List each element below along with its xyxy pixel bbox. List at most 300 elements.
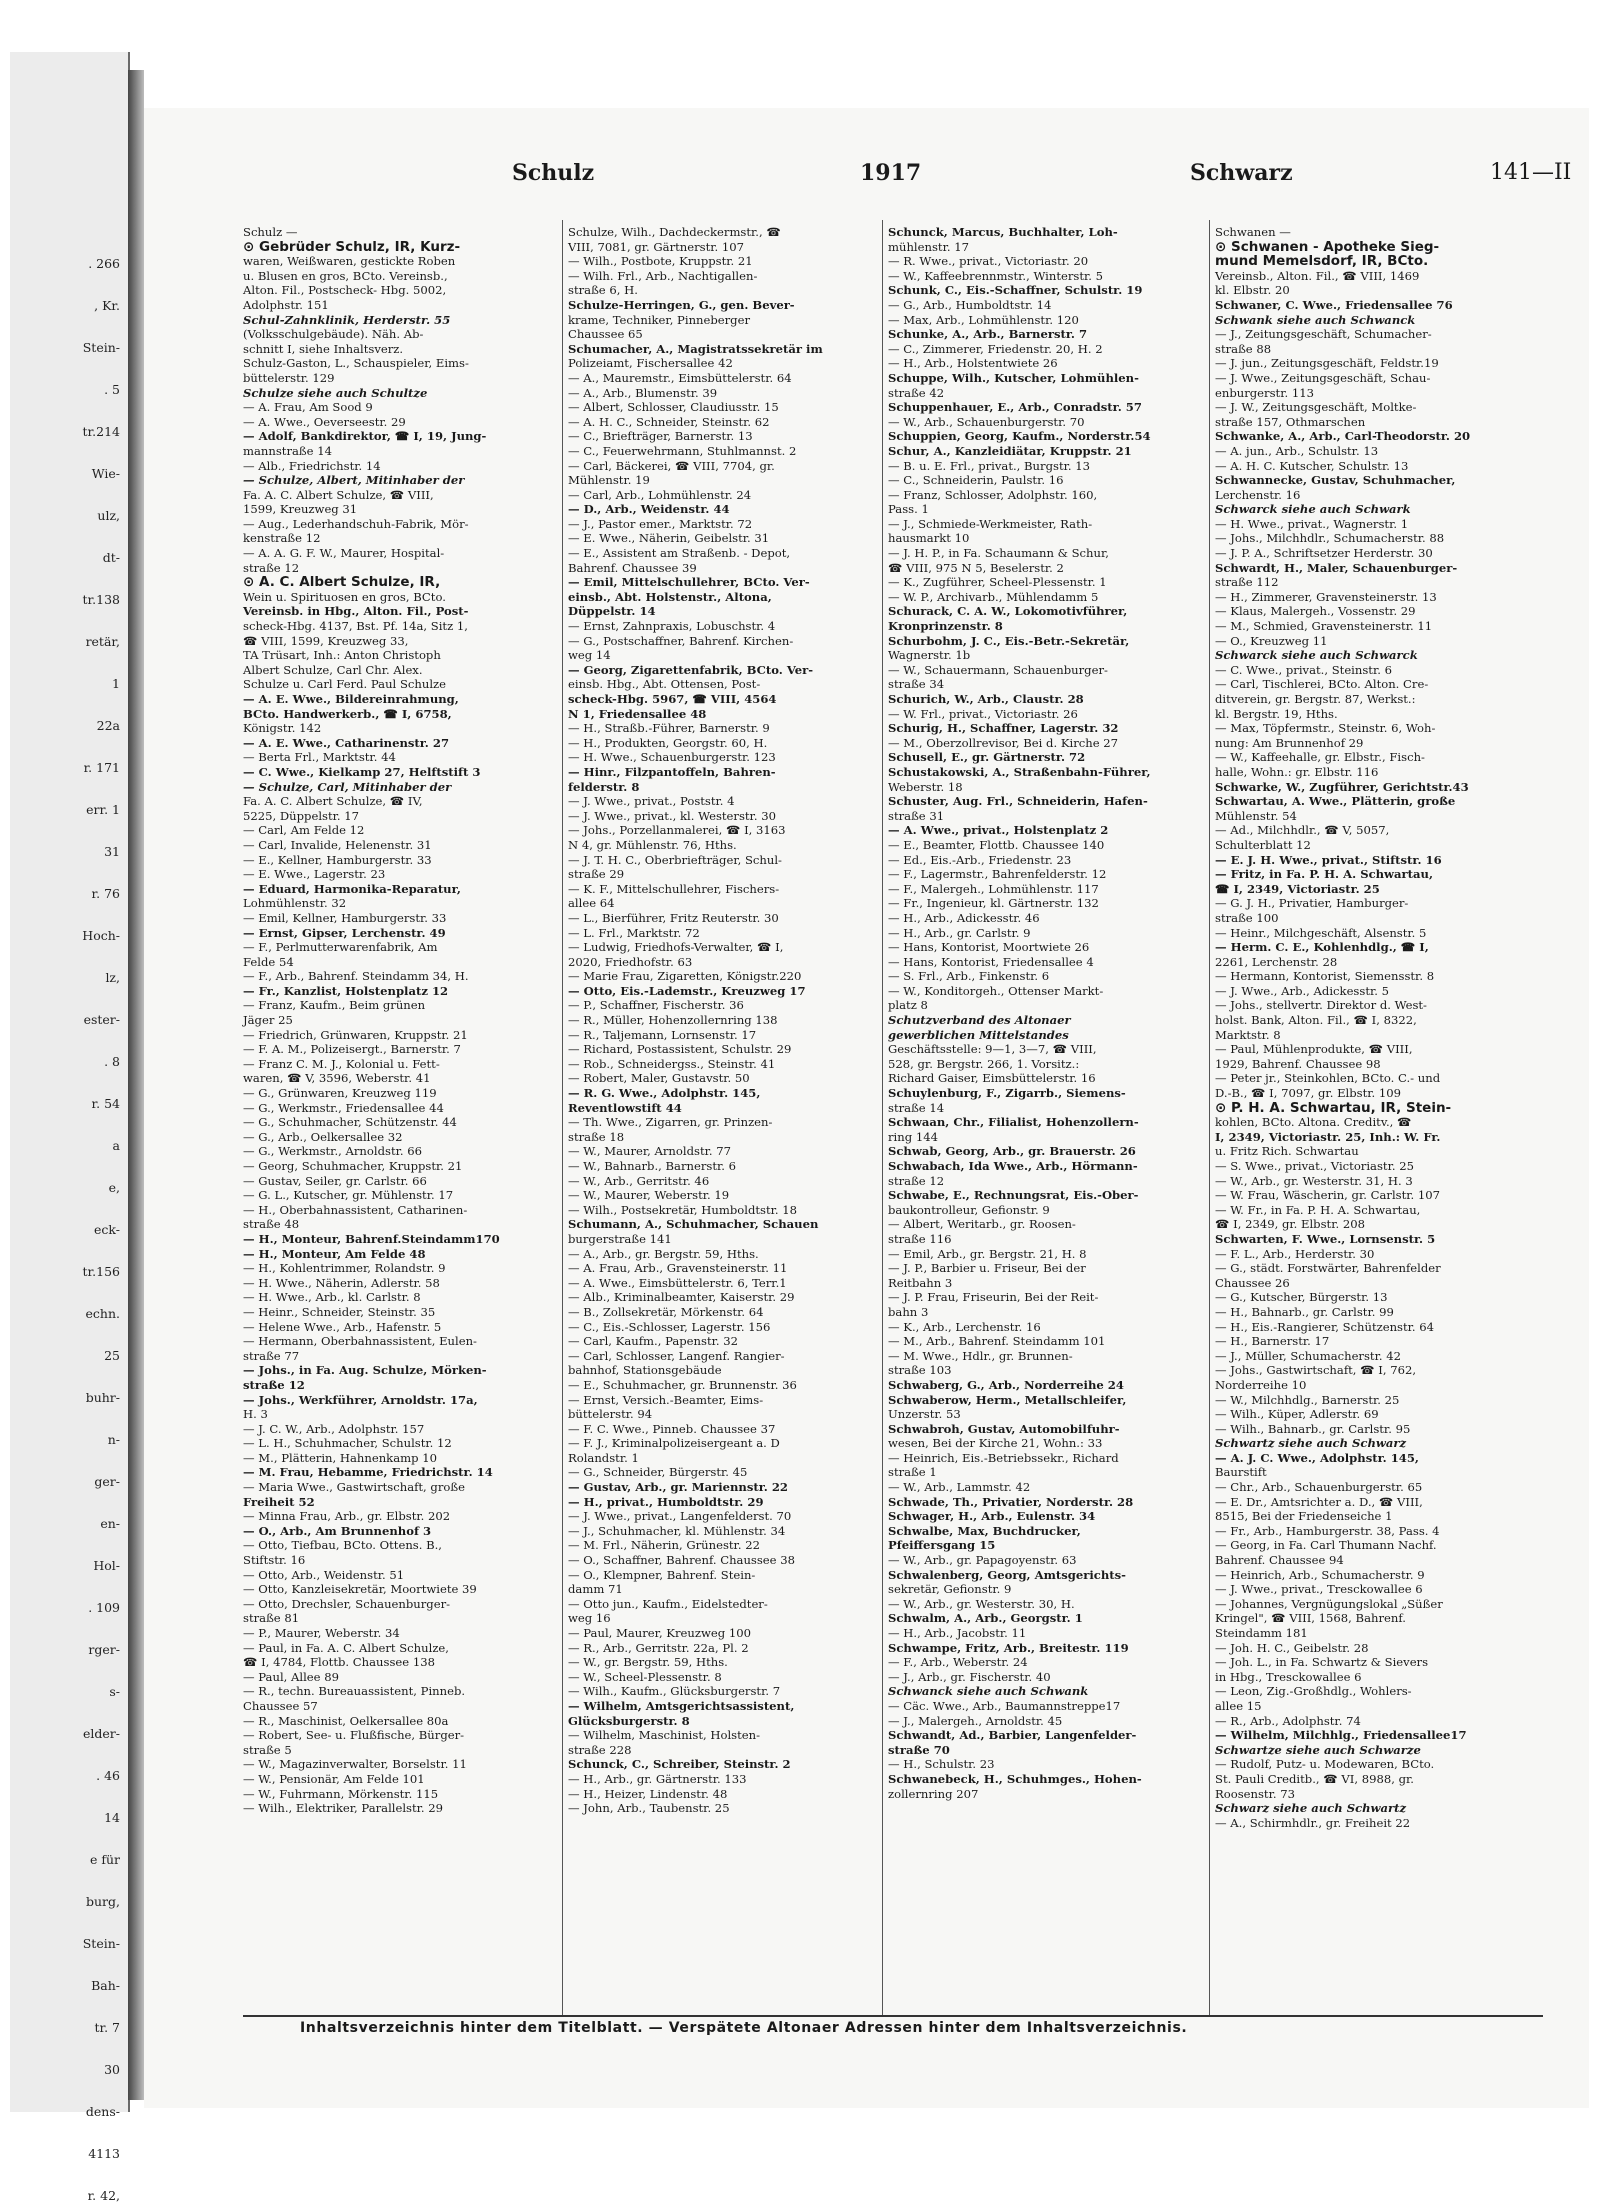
directory-line: Schwalenberg, Georg, Amtsgerichts- — [888, 1567, 1126, 1582]
previous-page-fragment: 14 — [104, 1810, 120, 1825]
directory-line: Düppelstr. 14 — [568, 604, 656, 619]
directory-line: — W., Pensionär, Am Felde 101 — [243, 1771, 425, 1786]
directory-line: — M., Arb., Bahrenf. Steindamm 101 — [888, 1334, 1106, 1349]
directory-line: — S. Wwe., privat., Victoriastr. 25 — [1215, 1159, 1414, 1173]
previous-page-fragment: lz, — [105, 970, 120, 985]
directory-line: Chaussee 26 — [1215, 1275, 1290, 1290]
directory-line: — H. Wwe., privat., Wagnerstr. 1 — [1215, 516, 1409, 531]
directory-line: — G., Werkmstr., Friedensallee 44 — [243, 1100, 444, 1115]
directory-line: — F. L., Arb., Herderstr. 30 — [1215, 1246, 1375, 1261]
directory-line: straße 103 — [888, 1363, 952, 1378]
previous-page-fragment: burg, — [85, 1894, 120, 1909]
directory-line: straße 42 — [888, 385, 945, 400]
previous-page-fragment: 4113 — [88, 2146, 120, 2161]
directory-line: — F., Lagermstr., Bahrenfelderstr. 12 — [888, 867, 1107, 882]
previous-page-fragment: . 46 — [96, 1768, 120, 1783]
directory-line: Fa. A. C. Albert Schulze, ☎ IV, — [243, 794, 423, 809]
directory-line: — J. Wwe., privat., Poststr. 4 — [568, 794, 735, 809]
directory-line: — Hermann, Kontorist, Siemensstr. 8 — [1215, 969, 1435, 984]
directory-line: — Friedrich, Grünwaren, Kruppstr. 21 — [243, 1027, 468, 1042]
directory-line: büttelerstr. 94 — [568, 1407, 653, 1422]
directory-line: Chaussee 65 — [568, 327, 643, 342]
previous-page-fragment: ester- — [83, 1012, 120, 1027]
directory-line: waren, ☎ V, 3596, Weberstr. 41 — [243, 1071, 431, 1086]
directory-line: — W. Frl., privat., Victoriastr. 26 — [888, 706, 1078, 721]
directory-line: — C., Zimmerer, Friedenstr. 20, H. 2 — [888, 341, 1103, 356]
directory-line: — H. Wwe., Näherin, Adlerstr. 58 — [243, 1275, 440, 1290]
directory-line: straße 112 — [1215, 575, 1279, 590]
directory-line: kenstraße 12 — [243, 531, 321, 546]
directory-line: — Fr., Kanzlist, Holstenplatz 12 — [243, 983, 449, 998]
directory-line: ⊙ A. C. Albert Schulze, IR, — [243, 574, 441, 591]
book-gutter — [128, 70, 144, 2100]
directory-line: Roosenstr. 73 — [1215, 1786, 1295, 1801]
directory-line: Fa. A. C. Albert Schulze, ☎ VIII, — [243, 487, 434, 502]
directory-line: — John, Arb., Taubenstr. 25 — [568, 1801, 730, 1816]
directory-line: mühlenstr. 17 — [888, 239, 969, 254]
directory-line: Schurbohm, J. C., Eis.-Betr.-Sekretär, — [888, 633, 1130, 648]
column-divider — [882, 220, 883, 2015]
directory-line: — Ernst, Versich.-Beamter, Eims- — [568, 1392, 764, 1407]
directory-line: — R. Wwe., privat., Victoriastr. 20 — [888, 254, 1089, 269]
directory-line: Schwab, Georg, Arb., gr. Brauerstr. 26 — [888, 1144, 1136, 1159]
previous-page-fragment: 1 — [112, 676, 120, 691]
directory-line: — Carl, Arb., Lohmühlenstr. 24 — [568, 487, 752, 502]
directory-line: Bahrenf. Chaussee 94 — [1215, 1553, 1344, 1568]
directory-line: — J. W., Zeitungsgeschäft, Moltke- — [1215, 400, 1417, 415]
directory-line: Chaussee 57 — [243, 1698, 318, 1713]
directory-line: kl. Bergstr. 19, Hths. — [1215, 706, 1338, 721]
directory-line: — Carl, Kaufm., Papenstr. 32 — [568, 1334, 739, 1349]
directory-line: — W., Arb., Gerritstr. 46 — [568, 1173, 710, 1188]
directory-line: scheck-Hbg. 4137, Bst. Pf. 14a, Sitz 1, — [243, 619, 468, 634]
directory-line: — Carl, Tischlerei, BCto. Alton. Cre- — [1215, 677, 1429, 692]
directory-line: — H., Bahnarb., gr. Carlstr. 99 — [1215, 1304, 1394, 1319]
directory-line: — R., techn. Bureauassistent, Pinneb. — [243, 1684, 466, 1699]
directory-line: VIII, 7081, gr. Gärtnerstr. 107 — [568, 239, 745, 254]
directory-line: Wein u. Spirituosen en gros, BCto. — [243, 589, 446, 604]
previous-page-fragment: . 266 — [88, 256, 120, 271]
previous-page-fragment: Wie- — [91, 466, 120, 481]
directory-line: — Wilhelm, Amtsgerichtsassistent, — [568, 1698, 795, 1713]
directory-line: holst. Bank, Alton. Fil., ☎ I, 8322, — [1215, 1013, 1417, 1028]
directory-line: ☎ VIII, 1599, Kreuzweg 33, — [243, 633, 409, 648]
directory-line: allee 15 — [1215, 1698, 1262, 1713]
directory-line: — W., Schauermann, Schauenburger- — [888, 662, 1108, 677]
previous-page-fragment: s- — [109, 1684, 120, 1699]
directory-line: kl. Elbstr. 20 — [1215, 283, 1290, 298]
previous-page-fragment: buhr- — [85, 1390, 120, 1405]
directory-line: u. Blusen en gros, BCto. Vereinsb., — [243, 268, 448, 283]
directory-line: — Paul, Maurer, Kreuzweg 100 — [568, 1626, 751, 1640]
directory-line: — F., Perlmutterwarenfabrik, Am — [243, 940, 438, 955]
directory-line: — C., Briefträger, Barnerstr. 13 — [568, 429, 753, 444]
directory-line: — Johs., Werkführer, Arnoldstr. 17a, — [243, 1392, 478, 1407]
directory-line: — Ernst, Gipser, Lerchenstr. 49 — [243, 925, 446, 940]
directory-line: Schuylenburg, F., Zigarrb., Siemens- — [888, 1086, 1126, 1101]
directory-line: Schwaan, Chr., Filialist, Hohenzollern- — [888, 1115, 1139, 1130]
directory-line: — Hermann, Oberbahnassistent, Eulen- — [243, 1334, 477, 1349]
directory-line: — L. H., Schuhmacher, Schulstr. 12 — [243, 1436, 452, 1451]
directory-line: — Schulze, Carl, Mitinhaber der — [243, 779, 452, 794]
directory-line: — W., Arb., gr. Westerstr. 31, H. 3 — [1215, 1173, 1413, 1188]
previous-page-fragment: dt- — [102, 550, 120, 565]
directory-line: — G., Kutscher, Bürgerstr. 13 — [1215, 1290, 1388, 1305]
directory-line: — Aug., Lederhandschuh-Fabrik, Mör- — [243, 516, 469, 531]
directory-line: — W., Milchhdlg., Barnerstr. 25 — [1215, 1392, 1400, 1407]
directory-line: — Cäc. Wwe., Arb., Baumannstreppe17 — [888, 1698, 1121, 1713]
directory-line: — Carl, Invalide, Helenenstr. 31 — [243, 837, 432, 852]
previous-page-fragment: tr.156 — [82, 1264, 120, 1279]
directory-line: straße 116 — [888, 1231, 952, 1246]
directory-line: Vereinsb., Alton. Fil., ☎ VIII, 1469 — [1215, 268, 1420, 283]
directory-line: — H., Straßb.-Führer, Barnerstr. 9 — [568, 721, 770, 736]
directory-line: — Paul, in Fa. A. C. Albert Schulze, — [243, 1640, 449, 1655]
header-last-entry: Schwarz — [1190, 160, 1293, 186]
directory-line: straße 31 — [888, 808, 945, 823]
directory-line: — Paul, Mühlenprodukte, ☎ VIII, — [1215, 1042, 1413, 1057]
directory-line: Schur, A., Kanzleidiätar, Kruppstr. 21 — [888, 443, 1132, 458]
directory-line: — E., Beamter, Flottb. Chaussee 140 — [888, 837, 1105, 852]
directory-line: — G. J. H., Privatier, Hamburger- — [1215, 896, 1409, 911]
previous-page-fragment: . 109 — [88, 1600, 120, 1615]
directory-line: — Hans, Kontorist, Moortwiete 26 — [888, 940, 1090, 955]
directory-line: — G., Postschaffner, Bahrenf. Kirchen- — [568, 633, 794, 648]
directory-line: 5225, Düppelstr. 17 — [243, 808, 360, 823]
directory-line: Polizeiamt, Fischersallee 42 — [568, 356, 733, 371]
directory-line: — Rob., Schneidergss., Steinstr. 41 — [568, 1056, 776, 1071]
header-first-entry: Schulz — [512, 160, 595, 186]
previous-page-fragment: . 5 — [104, 382, 120, 397]
previous-page-fragment: Bah- — [91, 1978, 120, 1993]
directory-line: — J. C. W., Arb., Adolphstr. 157 — [243, 1421, 425, 1436]
directory-line: — H., Monteur, Am Felde 48 — [243, 1246, 426, 1261]
directory-line: — J. P. Frau, Friseurin, Bei der Reit- — [888, 1290, 1099, 1305]
directory-line: sekretär, Gefionstr. 9 — [888, 1582, 1012, 1597]
directory-line: — Helene Wwe., Arb., Hafenstr. 5 — [243, 1319, 442, 1334]
directory-line: Steindamm 181 — [1215, 1626, 1308, 1640]
directory-line: zollernring 207 — [888, 1786, 979, 1801]
directory-line: 1929, Bahrenf. Chaussee 98 — [1215, 1056, 1381, 1071]
directory-line: — Leon, Zig.-Großhdlg., Wohlers- — [1215, 1684, 1412, 1699]
directory-line: Freiheit 52 — [243, 1494, 315, 1509]
directory-line: Schwabroh, Gustav, Automobilfuhr- — [888, 1421, 1120, 1436]
directory-line: waren, Weißwaren, gestickte Roben — [243, 254, 456, 269]
directory-line: Alton. Fil., Postscheck- Hbg. 5002, — [243, 283, 447, 298]
directory-line: — K., Zugführer, Scheel-Plessenstr. 1 — [888, 575, 1107, 590]
directory-line: Schuppe, Wilh., Kutscher, Lohmühlen- — [888, 370, 1139, 385]
directory-line: Rolandstr. 1 — [568, 1450, 639, 1465]
directory-line: kohlen, BCto. Altona. Creditv., ☎ — [1215, 1115, 1412, 1130]
directory-line: Schwartze siehe auch Schwarze — [1215, 1742, 1421, 1757]
directory-line: Schuppien, Georg, Kaufm., Norderstr.54 — [888, 429, 1151, 444]
column-divider — [562, 220, 563, 2015]
directory-line: — Eduard, Harmonika-Reparatur, — [243, 881, 461, 896]
directory-line: — A. Wwe., Oeverseestr. 29 — [243, 414, 406, 429]
directory-line: — Wilh., Postsekretär, Humboldtstr. 18 — [568, 1202, 798, 1217]
directory-line: Schwaberg, G., Arb., Norderreihe 24 — [888, 1377, 1124, 1392]
directory-line: felderstr. 8 — [568, 779, 640, 794]
previous-page-fragment: a — [112, 1138, 120, 1153]
previous-page-fragment: echn. — [85, 1306, 120, 1321]
directory-line: — H., Arb., gr. Gärtnerstr. 133 — [568, 1771, 747, 1786]
directory-line: — Franz, Kaufm., Beim grünen — [243, 998, 426, 1013]
directory-line: — H., Oberbahnassistent, Catharinen- — [243, 1202, 468, 1217]
directory-line: — R., Taljemann, Lornsenstr. 17 — [568, 1027, 757, 1042]
directory-line: Reventlowstift 44 — [568, 1100, 682, 1115]
directory-line: — W., Maurer, Arnoldstr. 77 — [568, 1144, 732, 1159]
header-year: 1917 — [860, 160, 922, 186]
directory-line: — Franz C. M. J., Kolonial u. Fett- — [243, 1056, 440, 1071]
directory-line: — Franz, Schlosser, Adolphstr. 160, — [888, 487, 1098, 502]
directory-line: — E. Wwe., Näherin, Geibelstr. 31 — [568, 531, 770, 546]
directory-line: BCto. Handwerkerb., ☎ I, 6758, — [243, 706, 452, 721]
directory-line: — L., Bierführer, Fritz Reuterstr. 30 — [568, 910, 779, 925]
directory-line: Schwarten, F. Wwe., Lornsenstr. 5 — [1215, 1231, 1436, 1246]
directory-line: straße 88 — [1215, 341, 1272, 356]
directory-line: 2261, Lerchenstr. 28 — [1215, 954, 1338, 969]
directory-line: straße 70 — [888, 1742, 950, 1757]
directory-line: straße 81 — [243, 1611, 300, 1626]
directory-line: Schwanck siehe auch Schwank — [888, 1684, 1089, 1699]
directory-line: — A. H. C. Kutscher, Schulstr. 13 — [1215, 458, 1409, 473]
directory-line: — Johs., in Fa. Aug. Schulze, Mörken- — [243, 1363, 487, 1378]
directory-line: — Heinrich, Eis.-Betriebssekr., Richard — [888, 1450, 1119, 1465]
directory-line: Schwannecke, Gustav, Schuhmacher, — [1215, 473, 1456, 488]
directory-line: — G., städt. Forstwärter, Bahrenfelder — [1215, 1261, 1441, 1276]
directory-line: — M., Oberzollrevisor, Bei d. Kirche 27 — [888, 735, 1119, 750]
directory-line: — Joh. L., in Fa. Schwartz & Sievers — [1215, 1655, 1429, 1670]
directory-line: straße 77 — [243, 1348, 300, 1363]
directory-line: straße 100 — [1215, 910, 1279, 925]
directory-line: — J. P. A., Schriftsetzer Herderstr. 30 — [1215, 546, 1433, 561]
directory-line: — E., Assistent am Straßenb. - Depot, — [568, 546, 791, 561]
directory-line: enburgerstr. 113 — [1215, 385, 1314, 400]
directory-line: — Fr., Ingenieur, kl. Gärtnerstr. 132 — [888, 896, 1099, 911]
directory-line: — Adolf, Bankdirektor, ☎ I, 19, Jung- — [243, 429, 487, 444]
directory-line: — J., Schuhmacher, kl. Mühlenstr. 34 — [568, 1523, 786, 1538]
directory-line: — Rudolf, Putz- u. Modewaren, BCto. — [1215, 1757, 1435, 1772]
directory-line: — Fr., Arb., Hamburgerstr. 38, Pass. 4 — [1215, 1523, 1440, 1538]
directory-line: Albert Schulze, Carl Chr. Alex. — [243, 662, 423, 677]
directory-line: einsb., Abt. Holstenstr., Altona, — [568, 589, 772, 604]
directory-line: — Otto, Eis.-Lademstr., Kreuzweg 17 — [568, 983, 806, 998]
directory-line: — R. G. Wwe., Adolphstr. 145, — [568, 1086, 761, 1101]
directory-line: — Wilh., Kaufm., Glücksburgerstr. 7 — [568, 1684, 781, 1699]
directory-line: — E. Dr., Amtsrichter a. D., ☎ VIII, — [1215, 1494, 1423, 1509]
directory-line: — Ernst, Zahnpraxis, Lobuschstr. 4 — [568, 619, 776, 634]
directory-line: Schunk, C., Eis.-Schaffner, Schulstr. 19 — [888, 283, 1143, 298]
directory-line: — Wilh., Postbote, Kruppstr. 21 — [568, 254, 753, 269]
directory-line: — Alb., Kriminalbeamter, Kaiserstr. 29 — [568, 1290, 795, 1305]
directory-line: — A., Schirmhdlr., gr. Freiheit 22 — [1215, 1815, 1411, 1830]
directory-line: — J. P., Barbier u. Friseur, Bei der — [888, 1261, 1086, 1276]
directory-line: — M., Schmied, Gravensteinerstr. 11 — [1215, 619, 1433, 634]
directory-line: u. Fritz Rich. Schwartau — [1215, 1144, 1359, 1159]
directory-line: Lerchenstr. 16 — [1215, 487, 1301, 502]
directory-line: — Georg, Schuhmacher, Kruppstr. 21 — [243, 1159, 463, 1173]
directory-line: Schwager, H., Arb., Eulenstr. 34 — [888, 1509, 1096, 1524]
directory-line: straße 14 — [888, 1100, 945, 1115]
previous-page-fragment: en- — [100, 1516, 120, 1531]
directory-line: Schunck, Marcus, Buchhalter, Loh- — [888, 225, 1118, 239]
directory-line: — J. jun., Zeitungsgeschäft, Feldstr.19 — [1215, 356, 1439, 371]
directory-line: — J., Zeitungsgeschäft, Schumacher- — [1215, 327, 1432, 342]
directory-line: Bahrenf. Chaussee 39 — [568, 560, 697, 575]
directory-line: — J. Wwe., Zeitungsgeschäft, Schau- — [1215, 370, 1431, 385]
directory-line: Schunke, A., Arb., Barnerstr. 7 — [888, 327, 1088, 342]
directory-line: Geschäftsstelle: 9—1, 3—7, ☎ VIII, — [888, 1042, 1097, 1057]
directory-line: 8515, Bei der Friedenseiche 1 — [1215, 1509, 1393, 1524]
directory-line: — G., Schuhmacher, Schützenstr. 44 — [243, 1115, 457, 1130]
directory-line: — A. Wwe., Eimsbüttelerstr. 6, Terr.1 — [568, 1275, 787, 1290]
directory-line: Schustakowski, A., Straßenbahn-Führer, — [888, 764, 1151, 779]
directory-line: Schuppenhauer, E., Arb., Conradstr. 57 — [888, 400, 1142, 415]
directory-line: — Chr., Arb., Schauenburgerstr. 65 — [1215, 1480, 1423, 1495]
directory-line: — J. T. H. C., Oberbriefträger, Schul- — [568, 852, 782, 867]
directory-line: Felde 54 — [243, 954, 294, 969]
directory-line: — H., Arb., Adickesstr. 46 — [888, 910, 1040, 925]
directory-line: — F. A. M., Polizeisergt., Barnerstr. 7 — [243, 1042, 461, 1057]
directory-line: straße 1 — [888, 1465, 937, 1480]
directory-line: — M. Frau, Hebamme, Friedrichstr. 14 — [243, 1465, 493, 1480]
directory-line: — E., Kellner, Hamburgerstr. 33 — [243, 852, 432, 867]
directory-line: — Heinrich, Arb., Schumacherstr. 9 — [1215, 1567, 1425, 1582]
directory-line: Schurig, H., Schaffner, Lagerstr. 32 — [888, 721, 1119, 736]
directory-line: — H., Barnerstr. 17 — [1215, 1334, 1330, 1349]
directory-line: — J. Wwe., privat., Tresckowallee 6 — [1215, 1582, 1423, 1597]
directory-line: — H., Arb., Jacobstr. 11 — [888, 1626, 1027, 1640]
directory-line: — Johs., Gastwirtschaft, ☎ I, 762, — [1215, 1363, 1417, 1378]
directory-line: — B., Zollsekretär, Mörkenstr. 64 — [568, 1304, 764, 1319]
directory-line: — Heinr., Milchgeschäft, Alsenstr. 5 — [1215, 925, 1427, 940]
previous-page-fragment: dens- — [85, 2104, 120, 2119]
directory-column-1 — [243, 225, 561, 2175]
directory-line: — Georg, Zigarettenfabrik, BCto. Ver- — [568, 662, 814, 677]
directory-line: Schwampe, Fritz, Arb., Breitestr. 119 — [888, 1640, 1129, 1655]
directory-line: — H., Eis.-Rangierer, Schützenstr. 64 — [1215, 1319, 1435, 1334]
previous-page-fragment: r. 76 — [91, 886, 120, 901]
directory-line: weg 14 — [568, 648, 611, 663]
directory-line: bahnhof, Stationsgebäude — [568, 1363, 722, 1378]
previous-page-fragment: err. 1 — [86, 802, 120, 817]
directory-line: — Maria Wwe., Gastwirtschaft, große — [243, 1480, 465, 1495]
directory-line: — H., Schulstr. 23 — [888, 1757, 995, 1772]
directory-line: Schulze u. Carl Ferd. Paul Schulze — [243, 677, 446, 692]
directory-line: — K., Arb., Lerchenstr. 16 — [888, 1319, 1041, 1334]
directory-line: straße 5 — [243, 1742, 292, 1757]
directory-line: — W. Frau, Wäscherin, gr. Carlstr. 107 — [1215, 1188, 1441, 1203]
directory-line: — C., Eis.-Schlosser, Lagerstr. 156 — [568, 1319, 771, 1334]
directory-line: Kronprinzenstr. 8 — [888, 619, 1003, 634]
directory-line: Schwade, Th., Privatier, Norderstr. 28 — [888, 1494, 1134, 1509]
directory-line: — S. Frl., Arb., Finkenstr. 6 — [888, 969, 1050, 984]
directory-line: ☎ I, 2349, gr. Elbstr. 208 — [1215, 1217, 1365, 1232]
directory-line: — G. L., Kutscher, gr. Mühlenstr. 17 — [243, 1188, 454, 1203]
footer-note: Inhaltsverzeichnis hinter dem Titelblatt. — Verspätete Altonaer Adressen hinter dem Inhaltsverzeichnis. — [300, 2020, 1188, 2036]
directory-line: — A. J. C. Wwe., Adolphstr. 145, — [1215, 1450, 1419, 1465]
directory-line: Schwartau, A. Wwe., Plätterin, große — [1215, 794, 1456, 809]
directory-line: — A. E. Wwe., Catharinenstr. 27 — [243, 735, 450, 750]
directory-line: — W., Bahnarb., Barnerstr. 6 — [568, 1159, 736, 1173]
directory-line: hausmarkt 10 — [888, 531, 970, 546]
directory-line: — Johs., Milchhdlr., Schumacherstr. 88 — [1215, 531, 1445, 546]
directory-line: — O., Kreuzweg 11 — [1215, 633, 1328, 648]
directory-line: 528, gr. Bergstr. 266, 1. Vorsitz.: — [888, 1056, 1080, 1071]
directory-line: Baurstift — [1215, 1465, 1267, 1480]
directory-line: — Johs., stellvertr. Direktor d. West- — [1215, 998, 1427, 1013]
previous-page-fragment: 22a — [96, 718, 120, 733]
directory-line: — Berta Frl., Marktstr. 44 — [243, 750, 396, 765]
directory-line: — Max, Arb., Lohmühlenstr. 120 — [888, 312, 1079, 327]
directory-line: Schumann, A., Schuhmacher, Schauen — [568, 1217, 819, 1232]
directory-line: — Wilh., Elektriker, Parallelstr. 29 — [243, 1801, 444, 1816]
directory-line: Stiftstr. 16 — [243, 1553, 306, 1568]
directory-line: ⊙ P. H. A. Schwartau, IR, Stein- — [1215, 1099, 1452, 1116]
directory-line: Weberstr. 18 — [888, 779, 963, 794]
directory-line: — Herm. C. E., Kohlenhdlg., ☎ I, — [1215, 940, 1429, 955]
directory-line: — Albert, Schlosser, Claudiusstr. 15 — [568, 400, 779, 415]
directory-line: N 1, Friedensallee 48 — [568, 706, 707, 721]
directory-line: in Hbg., Tresckowallee 6 — [1215, 1669, 1362, 1684]
directory-line: straße 228 — [568, 1742, 632, 1757]
directory-line: Vereinsb. in Hbg., Alton. Fil., Post- — [243, 604, 469, 619]
directory-line: straße 48 — [243, 1217, 300, 1232]
directory-line: ☎ VIII, 975 N 5, Beselerstr. 2 — [888, 560, 1064, 575]
directory-line: — W., Arb., Schauenburgerstr. 70 — [888, 414, 1085, 429]
directory-line: — W., gr. Bergstr. 59, Hths. — [568, 1655, 728, 1670]
directory-line: Mühlenstr. 19 — [568, 473, 650, 488]
directory-line: 2020, Friedhofstr. 63 — [568, 954, 693, 969]
directory-line: — K. F., Mittelschullehrer, Fischers- — [568, 881, 780, 896]
directory-line: — H., Zimmerer, Gravensteinerstr. 13 — [1215, 589, 1437, 604]
directory-line: halle, Wohn.: gr. Elbstr. 116 — [1215, 764, 1379, 779]
directory-line: Schwarke, W., Zugführer, Gerichtstr.43 — [1215, 779, 1469, 794]
directory-line: — D., Arb., Weidenstr. 44 — [568, 502, 730, 517]
directory-line: — Gustav, Seiler, gr. Carlstr. 66 — [243, 1173, 427, 1188]
previous-page-fragment: rger- — [88, 1642, 120, 1657]
directory-line: ⊙ Gebrüder Schulz, IR, Kurz- — [243, 238, 461, 255]
directory-line: allee 64 — [568, 896, 615, 911]
directory-line: — A., Mauremstr., Eimsbüttelerstr. 64 — [568, 370, 792, 385]
directory-line: — H., Arb., Holstentwiete 26 — [888, 356, 1058, 371]
directory-line: damm 71 — [568, 1582, 623, 1597]
directory-line: — Schulze, Albert, Mitinhaber der — [243, 473, 465, 488]
directory-line: — Robert, See- u. Flußfische, Bürger- — [243, 1728, 465, 1743]
directory-line: wesen, Bei der Kirche 21, Wohn.: 33 — [888, 1436, 1103, 1451]
directory-line: — Wilh. Frl., Arb., Nachtigallen- — [568, 268, 758, 283]
directory-line: — Johs., Porzellanmalerei, ☎ I, 3163 — [568, 823, 786, 838]
directory-line: Schulze-Herringen, G., gen. Bever- — [568, 297, 795, 312]
directory-line: straße 34 — [888, 677, 945, 692]
previous-page-edge — [10, 52, 130, 2203]
directory-line: — R., Maschinist, Oelkersallee 80a — [243, 1713, 449, 1728]
directory-line: gewerblichen Mittelstandes — [888, 1027, 1069, 1042]
directory-line: Jäger 25 — [243, 1013, 293, 1028]
directory-line: mund Memelsdorf, IR, BCto. — [1215, 253, 1429, 270]
footer-rule — [243, 2015, 1543, 2017]
directory-line: Schulz — — [243, 225, 298, 239]
previous-page-fragment: r. 54 — [91, 1096, 120, 1111]
previous-page-fragment: ulz, — [97, 508, 120, 523]
previous-page-fragment: r. 171 — [83, 760, 120, 775]
directory-line: — M. Frl., Näherin, Grünestr. 22 — [568, 1538, 760, 1553]
directory-line: Schurich, W., Arb., Claustr. 28 — [888, 692, 1084, 706]
directory-line: Schusell, E., gr. Gärtnerstr. 72 — [888, 750, 1086, 765]
directory-line: Schulze, Wilh., Dachdeckermstr., ☎ — [568, 225, 781, 239]
directory-line: Schwaberow, Herm., Metallschleifer, — [888, 1392, 1127, 1407]
directory-line: straße 29 — [568, 867, 625, 882]
